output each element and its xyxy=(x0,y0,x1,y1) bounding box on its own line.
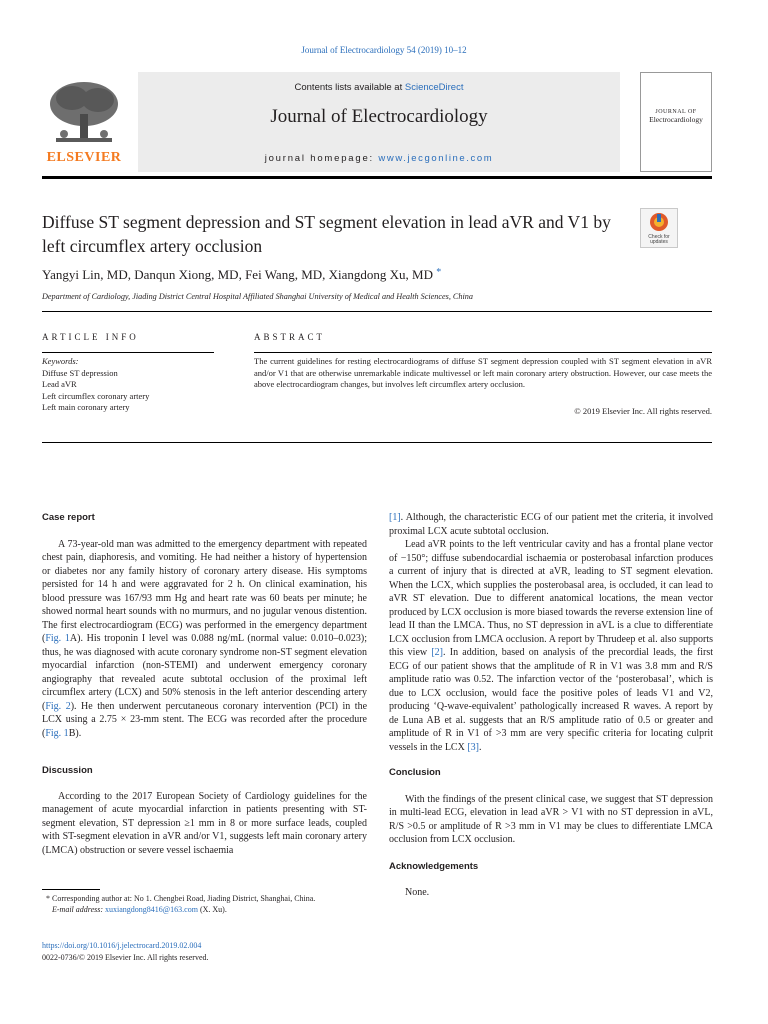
case-report-text-a: A 73-year-old man was admitted to the emergency department with repeated chest pain, diaphoresis, and vomiting. He had neither a history of hypertension or diabetes nor any family history of coronary artery disease. His symptoms persisted for 14 h and were aggravated for 2 h. On clinical examination, his blood pressure was 167/93 mm Hg and heart rate was 60 beats per minute; he showed normal heart sounds with no murmurs, and no jugular venous distention. The first electrocardiogram (ECG) was performed in the emergency department ( xyxy=(42,538,367,644)
issn-line: 0022-0736/© 2019 Elsevier Inc. All rights reserved. xyxy=(42,952,209,962)
email-link[interactable]: xuxiangdong8416@163.com xyxy=(105,905,198,914)
journal-homepage xyxy=(138,153,620,164)
footnote-corresponding xyxy=(42,893,372,904)
keywords-rule xyxy=(42,352,214,353)
right-p2-text-c: . xyxy=(479,741,482,753)
case-report-text-b: A). His troponin I level was 0.088 ng/mL (normal value: 0.010–0.023); thus, he was diagnosed with acute coronary syndrome non-ST segment elevation myocardial infarction (non-STEMI) and underwent emergency coronary angiography that revealed acute subtotal occlusion of the proximal left circumflex artery (LCX) and 50% stenosis in the left anterior descending artery ( xyxy=(42,633,368,712)
ref-3[interactable]: [3] xyxy=(467,741,479,753)
abstract-rule xyxy=(254,352,712,353)
homepage-prefix: journal homepage: xyxy=(264,153,379,164)
footnote-corresponding-text: Corresponding author at: No 1. Chengbei Road, Jiading District, Shanghai, China. xyxy=(52,894,316,903)
email-suffix: (X. Xu). xyxy=(197,905,227,914)
contents-prefix: Contents lists available at xyxy=(294,82,405,93)
cover-line-1: JOURNAL OF xyxy=(655,109,697,115)
footnote-rule xyxy=(42,889,100,890)
keyword-item: Left circumflex coronary artery xyxy=(42,390,150,401)
corresponding-author-mark[interactable]: * xyxy=(436,267,442,278)
journal-citation[interactable]: Journal of Electrocardiology 54 (2019) 10–12 xyxy=(301,45,467,55)
case-report-paragraph xyxy=(42,538,367,741)
doi-link[interactable]: https://doi.org/10.1016/j.jelectrocard.2019.02.004 xyxy=(42,941,202,950)
article-title: Diffuse ST segment depression and ST segment elevation in lead aVR and V1 by left circumflex artery occlusion xyxy=(42,212,611,256)
right-p2-text-b: . In addition, based on analysis of the precordial leads, the first ECG of our patient shows that the amplitude of R in V1 was 3.8 mm and R/S amplitude ratio was 0.52. The infarction vector of the ‘posterobasal’, which is due to LCX occlusion, would face the positive poles of leads V1 and V2, producing ‘Q-wave-equivalent’ pathologically increased R waves. A report by de Luna AB et al. suggests that an R/S amplitude ratio of 0.5 or greater and amplitude of R in V1 of >3 mm are very specific criteria for locating culprit vessels in the LCX xyxy=(389,647,714,753)
ref-1[interactable]: [1] xyxy=(389,512,401,523)
acknowledgements-paragraph: None. xyxy=(405,887,430,898)
badge-label: Check for updates xyxy=(648,233,670,245)
keyword-item: Left main coronary artery xyxy=(42,402,130,412)
right-column xyxy=(389,511,713,900)
homepage-link[interactable]: www.jecgonline.com xyxy=(378,153,494,164)
acknowledgements-heading: Acknowledgements xyxy=(389,860,479,872)
fig2-ref[interactable]: Fig. 2 xyxy=(45,700,71,712)
journal-cover-thumbnail[interactable] xyxy=(640,72,712,172)
conclusion-paragraph: With the findings of the present clinical case, we suggest that ST depression in multi-lead ECG, elevation in lead aVR > V1 with no ST depression in aVL, R/S >0.5 or amplitude of R >3 mm in V1 may be clues to differentiate LMCA occlusion from LCX occlusion. xyxy=(389,793,713,845)
affiliation: Department of Cardiology, Jiading District Central Hospital Affiliated Shanghai University of Medical and Health Sciences, China xyxy=(42,292,473,301)
header-rule xyxy=(42,176,712,179)
cover-line-2: Electrocardiology xyxy=(649,115,703,124)
footnote-mark: * xyxy=(46,894,50,903)
keyword-item: Lead aVR xyxy=(42,379,77,389)
author-list xyxy=(42,267,702,283)
keywords-label: Keywords: xyxy=(42,356,79,366)
sciencedirect-link[interactable]: ScienceDirect xyxy=(404,82,464,93)
article-info-heading: ARTICLE INFO xyxy=(42,332,139,342)
abstract-copyright: © 2019 Elsevier Inc. All rights reserved. xyxy=(574,406,712,416)
email-label: E-mail address: xyxy=(52,905,106,914)
case-report-heading: Case report xyxy=(42,512,95,523)
keywords-block xyxy=(42,356,222,414)
right-paragraph-2 xyxy=(389,538,713,754)
check-for-updates-icon xyxy=(649,212,669,232)
left-column xyxy=(42,511,367,857)
journal-title: Journal of Electrocardiology xyxy=(270,106,488,127)
doi-block xyxy=(42,940,372,963)
ref-2[interactable]: [2] xyxy=(431,647,444,658)
case-report-text-d: B). xyxy=(68,727,82,739)
discussion-paragraph: According to the 2017 European Society of Cardiology guidelines for the management of acute myocardial infarction in patients presenting with ST-segment elevation, ST depression ≥1 mm in 8 or more surface leads, coupled with ST-segment elevation in aVR and/or V1, suggests left main coronary artery (LMCA) obstruction or severe vessel ischaemia xyxy=(42,790,367,856)
abstract-heading: ABSTRACT xyxy=(254,332,326,342)
authors-text: Yangyi Lin, MD, Danqun Xiong, MD, Fei Wang, MD, Xiangdong Xu, MD xyxy=(42,267,434,282)
discussion-heading: Discussion xyxy=(42,765,93,776)
conclusion-heading: Conclusion xyxy=(389,767,441,778)
right-paragraph-1 xyxy=(389,511,713,538)
fig1b-ref[interactable]: Fig. 1 xyxy=(45,727,69,739)
keyword-item: Diffuse ST depression xyxy=(42,367,118,378)
right-p2-text-a: Lead aVR points to the left ventricular cavity and has a frontal plane vector of −150°; diffuse subendocardial ischaemia or posterobasal infarction produces a current of injury that is directed at aVR, leading to ST segment elevation. When the LCX, which supplies the posterobasal area, is occluded, it can lead to aVR ST elevation. Due to different anatomical locations, the mean vector produced by LCX occlusion is more biased towards the reverse extension line of lead II than the LMCA. Thus, no ST depression in aVL is a clue to differentiate LCX occlusion from LMCA occlusion. A report by Thrudeep et al. also supports this view xyxy=(389,539,713,658)
case-report-text-c: ). He then underwent percutaneous coronary intervention (PCI) in the LCX using a 2.75 × 23-mm stent. The ECG was recorded after the procedure ( xyxy=(42,700,368,739)
info-top-rule xyxy=(42,311,712,312)
elsevier-wordmark: ELSEVIER xyxy=(46,150,122,165)
contents-line xyxy=(138,82,620,93)
abstract-bottom-rule xyxy=(42,442,712,443)
fig1-ref[interactable]: Fig. 1 xyxy=(45,633,70,644)
footnote xyxy=(42,893,372,915)
footnote-email xyxy=(42,904,372,915)
check-for-updates-badge[interactable] xyxy=(640,208,678,248)
abstract-text: The current guidelines for resting electrocardiograms of diffuse ST segment depression coupled with ST segment elevation in aVR and/or V1 that are otherwise unremarkable indicate multivessel or left main coronary artery obstruction. However, our case meets the above electrocardiogram changes, but involves left circumflex artery occlusion. xyxy=(254,356,712,390)
right-p1-text: . Although, the characteristic ECG of our patient met the criteria, it involved proximal LCX acute subtotal occlusion. xyxy=(389,512,713,537)
